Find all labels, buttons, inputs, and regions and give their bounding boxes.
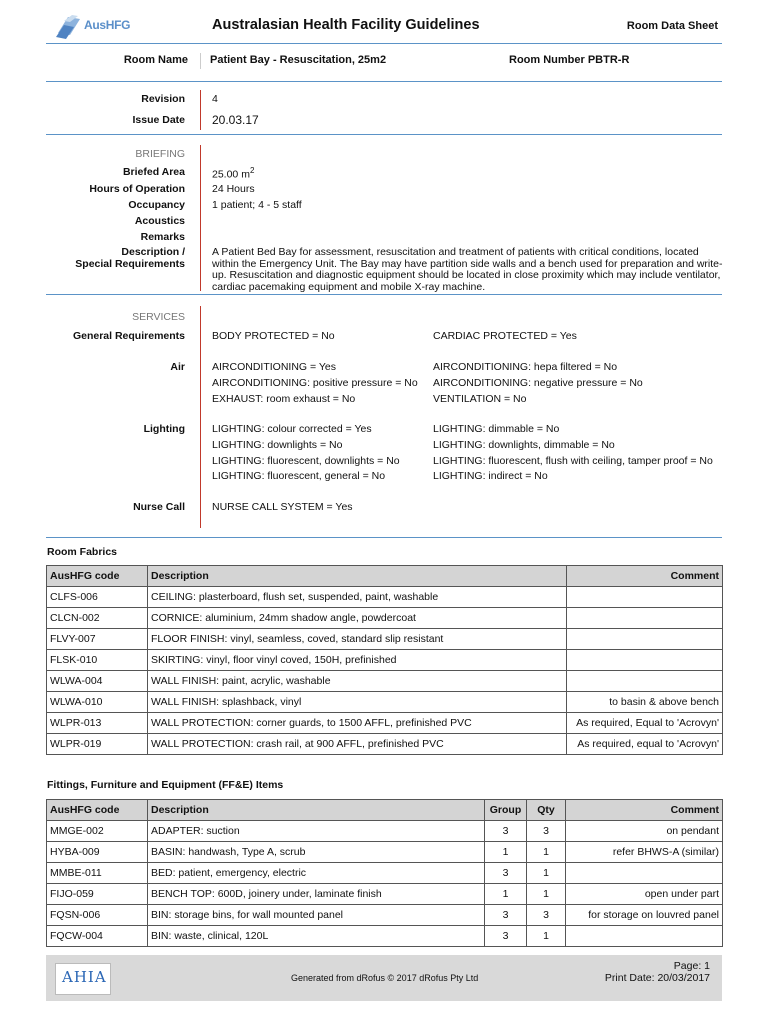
- table-row: [47, 587, 723, 608]
- column-header-code: AusHFG code: [47, 800, 148, 821]
- table-cell: WLPR-019: [47, 734, 148, 755]
- column-header-group: Group: [485, 800, 527, 821]
- air-item: VENTILATION = No: [433, 393, 527, 405]
- table-cell: MMBE-011: [47, 863, 148, 884]
- table-cell: BASIN: handwash, Type A, scrub: [148, 842, 485, 863]
- aushfg-logo-text: AusHFG: [84, 18, 131, 32]
- ahia-logo-text: AHIA: [62, 968, 107, 986]
- room-fabrics-title: Room Fabrics: [47, 546, 118, 558]
- hours-value: 24 Hours: [212, 183, 255, 195]
- issue-date-label: Issue Date: [132, 114, 185, 126]
- document-title: Australasian Health Facility Guidelines: [212, 17, 480, 33]
- general-requirements-label: General Requirements: [72, 330, 185, 342]
- table-cell: WLPR-013: [47, 713, 148, 734]
- general-requirement-1: BODY PROTECTED = No: [212, 330, 335, 342]
- lighting-item: LIGHTING: downlights, dimmable = No: [433, 439, 615, 451]
- revision-label: Revision: [141, 93, 185, 105]
- table-cell: refer BHWS-A (similar): [566, 842, 723, 863]
- table-cell: WALL PROTECTION: corner guards, to 1500 AFFL, prefinished PVC: [148, 713, 567, 734]
- page-number: Page: 1: [673, 960, 710, 972]
- table-cell: 3: [527, 905, 566, 926]
- room-divider: [46, 81, 722, 82]
- occupancy-label: Occupancy: [128, 199, 185, 211]
- description-label: [75, 247, 185, 270]
- table-cell: 1: [485, 884, 527, 905]
- briefed-area-superscript: 2: [249, 166, 255, 175]
- lighting-item: LIGHTING: fluorescent, downlights = No: [212, 455, 400, 467]
- meta-vertical-rule: [200, 90, 201, 130]
- page-info: [605, 960, 710, 984]
- table-cell: on pendant: [566, 821, 723, 842]
- table-row: [47, 629, 723, 650]
- lighting-item: LIGHTING: fluorescent, general = No: [212, 470, 386, 482]
- description-label-line2: Special Requirements: [75, 257, 185, 270]
- lighting-item: LIGHTING: fluorescent, flush with ceiling, tamper proof = No: [433, 455, 713, 467]
- table-row: [47, 842, 723, 863]
- air-label: Air: [170, 361, 185, 373]
- room-number-label: Room Number: [509, 54, 585, 66]
- table-cell: WLWA-010: [47, 692, 148, 713]
- table-row: [47, 608, 723, 629]
- table-cell: As required, Equal to 'Acrovyn': [567, 713, 723, 734]
- briefed-area-value: [212, 166, 254, 181]
- table-cell: [567, 629, 723, 650]
- lighting-item: LIGHTING: downlights = No: [212, 439, 343, 451]
- table-cell: for storage on louvred panel: [566, 905, 723, 926]
- table-cell: open under part: [566, 884, 723, 905]
- page-footer: [46, 955, 722, 1001]
- lighting-label: Lighting: [143, 423, 185, 435]
- remarks-label: Remarks: [140, 231, 185, 243]
- acoustics-label: Acoustics: [134, 215, 185, 227]
- table-cell: WALL FINISH: paint, acrylic, washable: [148, 671, 567, 692]
- header-divider: [46, 43, 722, 44]
- table-cell: FQCW-004: [47, 926, 148, 947]
- table-cell: [566, 926, 723, 947]
- table-row: [47, 650, 723, 671]
- column-header-description: Description: [148, 800, 485, 821]
- table-cell: 1: [527, 926, 566, 947]
- description-value: A Patient Bed Bay for assessment, resuscitation and treatment of patients with critical conditions, located within the Emergency Unit. The Bay may have partition side walls and a bench used for preparation and write-up. Resuscitation and diagnostic equipment should be located in close proximity which may include ventilator, cardiac pacemaking equipment and mobile X-ray machine.: [212, 246, 723, 293]
- meta-divider: [46, 134, 722, 135]
- room-name-separator: [200, 53, 201, 69]
- table-cell: CLCN-002: [47, 608, 148, 629]
- air-item: AIRCONDITIONING = Yes: [212, 361, 336, 373]
- aushfg-logo: [54, 13, 130, 41]
- table-row: [47, 926, 723, 947]
- table-cell: 3: [485, 905, 527, 926]
- table-cell: BENCH TOP: 600D, joinery under, laminate finish: [148, 884, 485, 905]
- occupancy-value: 1 patient; 4 - 5 staff: [212, 199, 302, 211]
- table-cell: [567, 650, 723, 671]
- table-cell: CEILING: plasterboard, flush set, suspended, paint, washable: [148, 587, 567, 608]
- table-cell: 3: [527, 821, 566, 842]
- table-row: [47, 692, 723, 713]
- table-cell: ADAPTER: suction: [148, 821, 485, 842]
- description-label-line1: Description /: [121, 246, 185, 258]
- briefing-divider: [46, 294, 722, 295]
- table-cell: MMGE-002: [47, 821, 148, 842]
- services-divider: [46, 537, 722, 538]
- air-item: EXHAUST: room exhaust = No: [212, 393, 356, 405]
- room-fabrics-table: [46, 565, 723, 755]
- issue-date-value: 20.03.17: [212, 113, 259, 127]
- column-header-description: Description: [148, 566, 567, 587]
- revision-value: 4: [212, 93, 218, 105]
- table-cell: 3: [485, 821, 527, 842]
- lighting-item: LIGHTING: colour corrected = Yes: [212, 423, 372, 435]
- table-cell: As required, equal to 'Acrovyn': [567, 734, 723, 755]
- table-cell: 1: [485, 842, 527, 863]
- room-fabrics-header-row: [47, 566, 723, 587]
- table-cell: 1: [527, 884, 566, 905]
- briefing-section-title: BRIEFING: [135, 148, 185, 160]
- table-row: [47, 671, 723, 692]
- ffe-title: Fittings, Furniture and Equipment (FF&E) Items: [47, 779, 284, 791]
- table-cell: 3: [485, 863, 527, 884]
- table-cell: to basin & above bench: [567, 692, 723, 713]
- air-item: AIRCONDITIONING: positive pressure = No: [212, 377, 418, 389]
- air-item: AIRCONDITIONING: negative pressure = No: [433, 377, 643, 389]
- table-row: [47, 905, 723, 926]
- table-cell: [566, 863, 723, 884]
- briefed-area-label: Briefed Area: [122, 166, 185, 178]
- ffe-body: [47, 821, 723, 947]
- column-header-comment: Comment: [566, 800, 723, 821]
- table-cell: CLFS-006: [47, 587, 148, 608]
- table-cell: BIN: waste, clinical, 120L: [148, 926, 485, 947]
- lighting-item: LIGHTING: indirect = No: [433, 470, 548, 482]
- room-fabrics-body: [47, 587, 723, 755]
- document-type: Room Data Sheet: [626, 20, 718, 32]
- room-name-label: Room Name: [123, 54, 188, 66]
- table-row: [47, 821, 723, 842]
- room-number: [509, 54, 629, 66]
- column-header-code: AusHFG code: [47, 566, 148, 587]
- table-cell: [567, 608, 723, 629]
- table-row: [47, 734, 723, 755]
- table-cell: FLSK-010: [47, 650, 148, 671]
- generated-by-text: Generated from dRofus © 2017 dRofus Pty Ltd: [291, 973, 479, 983]
- hours-label: Hours of Operation: [89, 183, 185, 195]
- table-cell: BIN: storage bins, for wall mounted panel: [148, 905, 485, 926]
- ffe-header-row: [47, 800, 723, 821]
- table-cell: WALL PROTECTION: crash rail, at 900 AFFL, prefinished PVC: [148, 734, 567, 755]
- table-cell: BED: patient, emergency, electric: [148, 863, 485, 884]
- nurse-call-value: NURSE CALL SYSTEM = Yes: [212, 501, 353, 513]
- table-cell: 1: [527, 863, 566, 884]
- table-cell: WALL FINISH: splashback, vinyl: [148, 692, 567, 713]
- services-vertical-rule: [200, 306, 201, 528]
- table-row: [47, 713, 723, 734]
- table-row: [47, 884, 723, 905]
- ahia-logo: [55, 963, 111, 995]
- aushfg-logo-icon: [54, 13, 84, 41]
- table-cell: FIJO-059: [47, 884, 148, 905]
- general-requirement-2: CARDIAC PROTECTED = Yes: [433, 330, 577, 342]
- table-cell: HYBA-009: [47, 842, 148, 863]
- briefed-area-number: 25.00 m: [212, 168, 250, 181]
- lighting-item: LIGHTING: dimmable = No: [433, 423, 560, 435]
- table-cell: CORNICE: aluminium, 24mm shadow angle, powdercoat: [148, 608, 567, 629]
- table-cell: 3: [485, 926, 527, 947]
- table-cell: FQSN-006: [47, 905, 148, 926]
- table-cell: SKIRTING: vinyl, floor vinyl coved, 150H, prefinished: [148, 650, 567, 671]
- table-cell: FLVY-007: [47, 629, 148, 650]
- table-row: [47, 863, 723, 884]
- room-name-value: Patient Bay - Resuscitation, 25m2: [210, 54, 387, 66]
- column-header-qty: Qty: [527, 800, 566, 821]
- table-cell: [567, 587, 723, 608]
- ffe-table: [46, 799, 723, 947]
- table-cell: [567, 671, 723, 692]
- air-item: AIRCONDITIONING: hepa filtered = No: [433, 361, 618, 373]
- table-cell: FLOOR FINISH: vinyl, seamless, coved, standard slip resistant: [148, 629, 567, 650]
- table-cell: WLWA-004: [47, 671, 148, 692]
- services-section-title: SERVICES: [132, 311, 185, 323]
- nurse-call-label: Nurse Call: [133, 501, 185, 513]
- room-number-value: PBTR-R: [587, 54, 630, 66]
- table-cell: 1: [527, 842, 566, 863]
- print-date: Print Date: 20/03/2017: [604, 972, 710, 984]
- briefing-vertical-rule: [200, 145, 201, 291]
- column-header-comment: Comment: [567, 566, 723, 587]
